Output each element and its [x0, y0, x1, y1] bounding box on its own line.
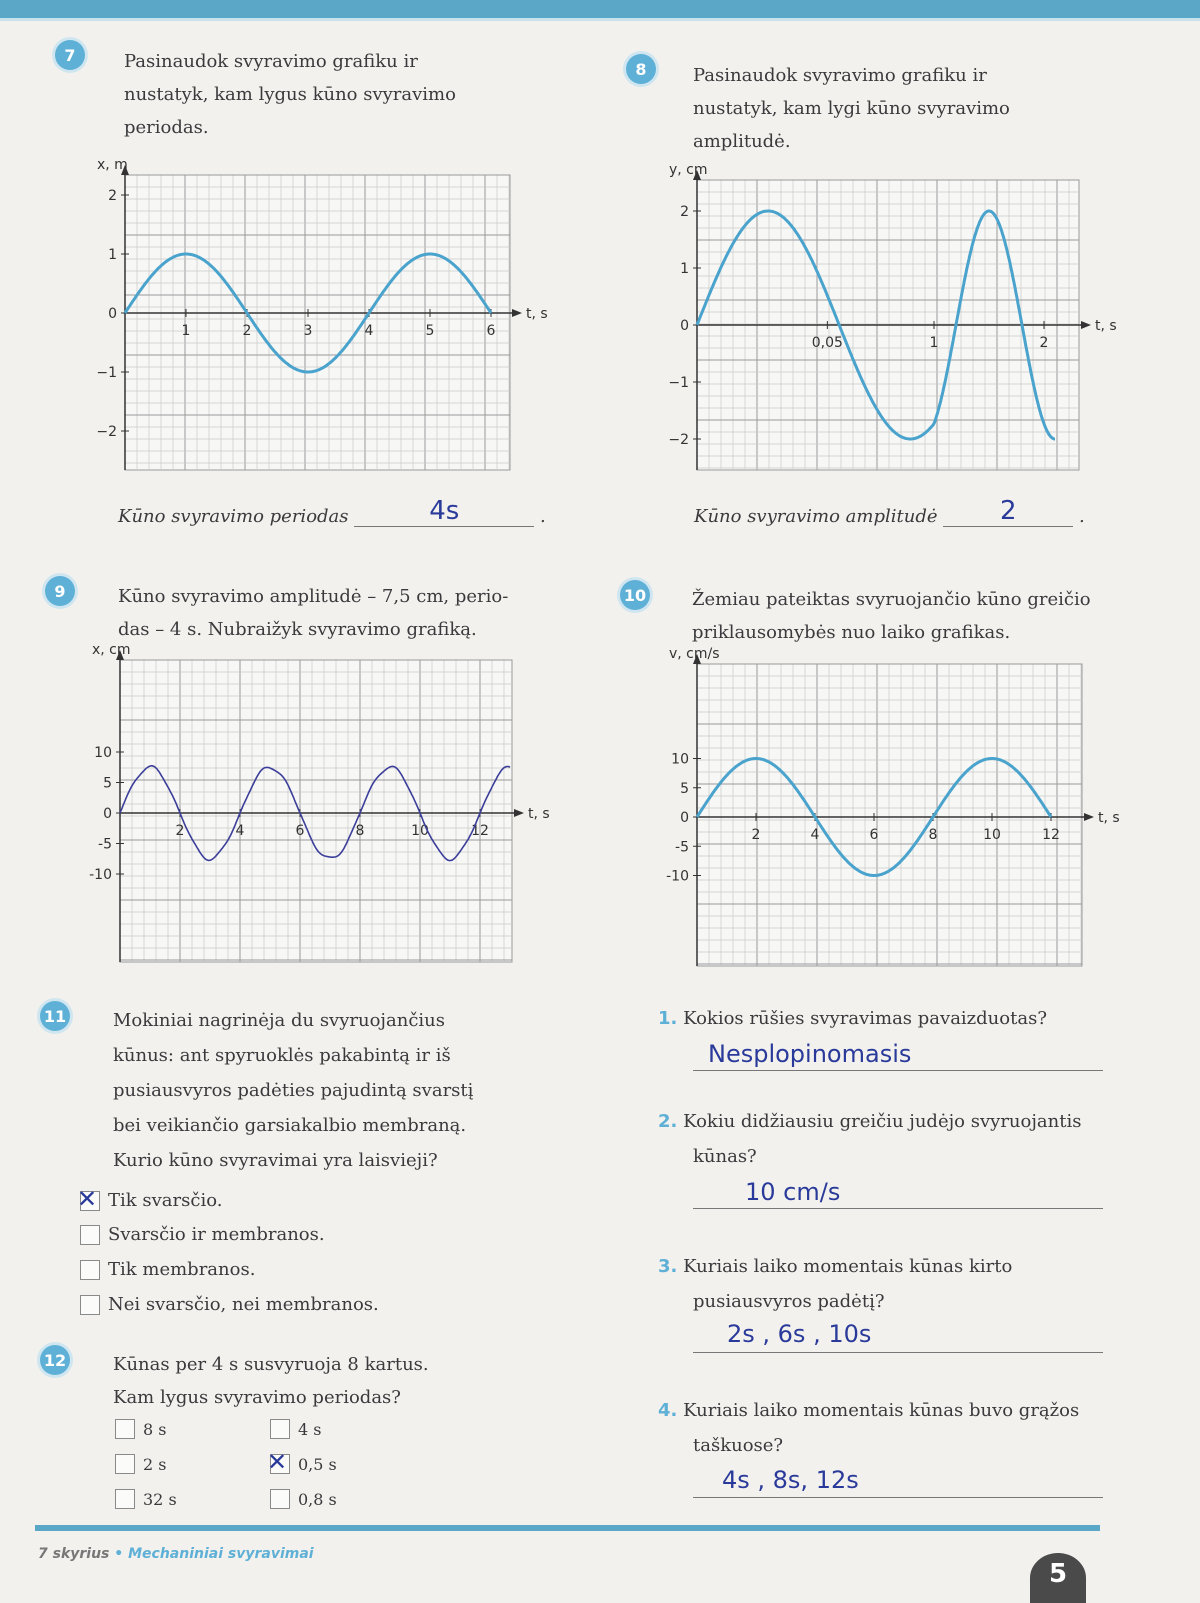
y-tick-label: 10 [671, 751, 689, 768]
task-11-line-2: kūnus: ant spyruoklės pakabintą ir iš [113, 1045, 451, 1066]
y-tick-label: -5 [675, 839, 689, 856]
x-axis-label: t, s [528, 806, 550, 822]
task-12-line-2: Kam lygus svyravimo periodas? [113, 1387, 401, 1408]
q10-3-answer: 2s , 6s , 10s [727, 1320, 872, 1348]
task-7-answer: 4s [429, 496, 460, 526]
y-tick-label: −1 [96, 365, 117, 381]
task-11-option-2[interactable] [80, 1224, 325, 1245]
footer-text [38, 1546, 314, 1562]
x-tick-label: 2 [242, 323, 252, 339]
task-11-line-4: bei veikiančio garsiakalbio membraną. [113, 1115, 467, 1136]
y-axis-label: y, cm [669, 162, 708, 178]
task-11-line-5: Kurio kūno svyravimai yra laisvieji? [113, 1150, 438, 1171]
task-7-number: 7 [55, 40, 85, 70]
task-9-line-2: das – 4 s. Nubraižyk svyravimo grafiką. [118, 619, 477, 640]
q10-1 [658, 1002, 1047, 1035]
y-tick-label: 1 [108, 247, 117, 263]
y-axis-label: v, cm/s [669, 646, 720, 662]
y-tick-label: −2 [96, 424, 117, 440]
task-12-option-05s[interactable] [267, 1448, 337, 1476]
x-axis-label: t, s [1095, 318, 1117, 334]
task-8-line-2: nustatyk, kam lygi kūno svyravimo [693, 98, 1010, 119]
task-9-line-1: Kūno svyravimo amplitudė – 7,5 cm, perio- [118, 586, 509, 607]
task-12-option-4s[interactable] [270, 1419, 321, 1439]
checkbox[interactable] [77, 1184, 100, 1213]
task-10-text [692, 583, 1091, 649]
y-tick-label: −2 [668, 432, 689, 448]
y-axis-label: x, m [97, 157, 128, 173]
task-11-text [113, 1003, 473, 1178]
task-12-text [113, 1348, 429, 1414]
x-axis-label: t, s [1098, 810, 1120, 826]
task-12-option-8s[interactable] [115, 1419, 166, 1439]
q10-3 [658, 1250, 1012, 1283]
y-tick-label: 0 [680, 318, 689, 334]
q10-4 [658, 1394, 1079, 1427]
y-tick-label: −1 [668, 375, 689, 391]
checkbox[interactable] [80, 1295, 100, 1315]
option-label: Tik svarsčio. [108, 1190, 223, 1211]
x-tick-label: 4 [810, 827, 820, 843]
task-10-line-2: priklausomybės nuo laiko grafikas. [692, 622, 1011, 643]
footer-rule [35, 1525, 1100, 1531]
q10-2-text-2: kūnas? [693, 1146, 757, 1167]
page-number: 5 [1030, 1553, 1086, 1603]
q10-3-text-1: Kuriais laiko momentais kūnas kirto [683, 1256, 1013, 1277]
task-12-number: 12 [40, 1345, 70, 1375]
checkbox[interactable] [115, 1454, 135, 1474]
option-label: Svarsčio ir membranos. [108, 1224, 325, 1245]
x-tick-label: 8 [928, 827, 938, 843]
task-12-option-2s[interactable] [115, 1454, 166, 1474]
task-8-line-3: amplitudė. [693, 131, 791, 152]
task-7-answer-end: . [540, 506, 546, 527]
option-label: Nei svarsčio, nei membranos. [108, 1294, 379, 1315]
task-8-line-1: Pasinaudok svyravimo grafiku ir [693, 65, 987, 86]
q10-4-text-2: taškuose? [693, 1435, 784, 1456]
x-tick-label: 5 [425, 323, 435, 339]
task-11-option-1[interactable] [77, 1184, 223, 1213]
task-12-line-1: Kūnas per 4 s susvyruoja 8 kartus. [113, 1354, 429, 1375]
x-tick-label: 6 [869, 827, 879, 843]
y-tick-label: 2 [680, 204, 689, 220]
y-tick-label: 2 [108, 188, 117, 204]
checkmark-x-icon: ✕ [77, 1184, 98, 1213]
q10-2-answer-line[interactable] [693, 1208, 1103, 1209]
option-label: 32 s [143, 1489, 177, 1509]
q10-4-answer: 4s , 8s, 12s [722, 1466, 859, 1494]
q10-3-number: 3. [658, 1256, 678, 1277]
footer-separator: • [109, 1546, 129, 1562]
y-tick-label: 5 [680, 780, 689, 797]
x-tick-label: 0,05 [811, 335, 843, 351]
checkbox[interactable] [115, 1489, 135, 1509]
x-tick-label: 1 [929, 335, 939, 351]
task-8-answer: 2 [999, 496, 1017, 526]
x-tick-label: 2 [751, 827, 761, 843]
y-tick-label: 10 [94, 745, 112, 761]
task-11-line-3: pusiausvyros padėties pajudintą svarstį [113, 1080, 474, 1101]
grid-background [697, 664, 1082, 966]
footer-title: Mechaniniai svyravimai [128, 1546, 314, 1562]
q10-4-number: 4. [658, 1400, 678, 1421]
x-tick-label: 12 [471, 823, 489, 839]
option-label: 0,8 s [298, 1489, 337, 1509]
q10-3-text-2: pusiausvyros padėtį? [693, 1291, 885, 1312]
y-axis-label: x, cm [92, 642, 131, 658]
x-tick-label: 6 [295, 823, 305, 839]
q10-1-answer-line[interactable] [693, 1070, 1103, 1071]
q10-1-answer: Nesplopinomasis [708, 1040, 912, 1068]
y-tick-label: 1 [680, 261, 689, 277]
task-9-text [118, 580, 508, 646]
option-label: 4 s [298, 1419, 322, 1439]
q10-2 [658, 1105, 1081, 1138]
y-tick-label: 0 [103, 806, 112, 822]
q10-1-number: 1. [658, 1008, 678, 1029]
task-10-line-1: Žemiau pateiktas svyruojančio kūno greičio [692, 589, 1091, 610]
task-9-number: 9 [45, 576, 75, 606]
y-tick-label: 0 [680, 810, 689, 826]
x-tick-label: 3 [303, 323, 313, 339]
footer-chapter: 7 skyrius [38, 1546, 110, 1562]
task-7-answer-row [118, 496, 546, 527]
checkbox[interactable] [270, 1489, 290, 1509]
option-label: 2 s [143, 1454, 167, 1474]
checkbox[interactable] [115, 1419, 135, 1439]
x-tick-label: 1 [181, 323, 191, 339]
task-12-option-08s[interactable] [270, 1489, 337, 1509]
q10-2-text-1: Kokiu didžiausiu greičiu judėjo svyruojantis [683, 1111, 1082, 1132]
x-axis-label: t, s [526, 306, 548, 322]
x-tick-label: 10 [983, 827, 1001, 843]
checkbox[interactable] [80, 1260, 100, 1280]
option-label: Tik membranos. [108, 1259, 256, 1280]
checkbox[interactable] [267, 1448, 290, 1476]
x-tick-label: 6 [486, 323, 496, 339]
x-axis-arrow-icon [1084, 813, 1094, 821]
task-10-number: 10 [620, 580, 650, 610]
task-8-number: 8 [626, 54, 656, 84]
x-tick-label: 12 [1042, 827, 1060, 843]
q10-4-answer-line[interactable] [693, 1497, 1103, 1498]
y-tick-label: 5 [103, 775, 112, 792]
x-tick-label: 4 [235, 823, 245, 839]
task-7-line-3: periodas. [124, 117, 209, 138]
task-11-number: 11 [40, 1001, 70, 1031]
y-tick-label: -10 [89, 867, 112, 883]
task-8-answer-row [694, 496, 1085, 527]
x-tick-label: 2 [1039, 335, 1049, 351]
x-tick-label: 2 [175, 823, 185, 839]
task-8-answer-field[interactable] [943, 496, 1073, 527]
q10-2-answer: 10 cm/s [745, 1178, 841, 1206]
y-tick-label: 0 [108, 306, 117, 322]
option-label: 8 s [143, 1419, 167, 1439]
task-7-line-1: Pasinaudok svyravimo grafiku ir [124, 51, 418, 72]
y-tick-label: -10 [666, 868, 689, 885]
task-7-answer-field[interactable] [354, 496, 534, 527]
task-11-option-4[interactable] [80, 1294, 379, 1315]
q10-1-text: Kokios rūšies svyravimas pavaizduotas? [683, 1008, 1047, 1029]
task-8-answer-end: . [1078, 506, 1085, 527]
y-tick-label: -5 [98, 836, 112, 853]
task-12-option-32s[interactable] [115, 1489, 177, 1509]
x-tick-label: 10 [411, 823, 429, 839]
q10-4-text-1: Kuriais laiko momentais kūnas buvo grąžos [683, 1400, 1080, 1421]
task-11-option-3[interactable] [80, 1259, 255, 1280]
task-7-answer-label: Kūno svyravimo periodas [118, 506, 349, 527]
checkmark-x-icon: ✕ [267, 1448, 288, 1476]
checkbox[interactable] [80, 1225, 100, 1245]
q10-2-number: 2. [658, 1111, 678, 1132]
task-7-line-2: nustatyk, kam lygus kūno svyravimo [124, 84, 456, 105]
x-tick-label: 8 [355, 823, 365, 839]
task-11-line-1: Mokiniai nagrinėja du svyruojančius [113, 1010, 445, 1031]
q10-3-answer-line[interactable] [693, 1352, 1103, 1353]
option-label: 0,5 s [298, 1454, 337, 1474]
x-tick-label: 4 [364, 323, 374, 339]
checkbox[interactable] [270, 1419, 290, 1439]
task-8-answer-label: Kūno svyravimo amplitudė [694, 506, 938, 527]
